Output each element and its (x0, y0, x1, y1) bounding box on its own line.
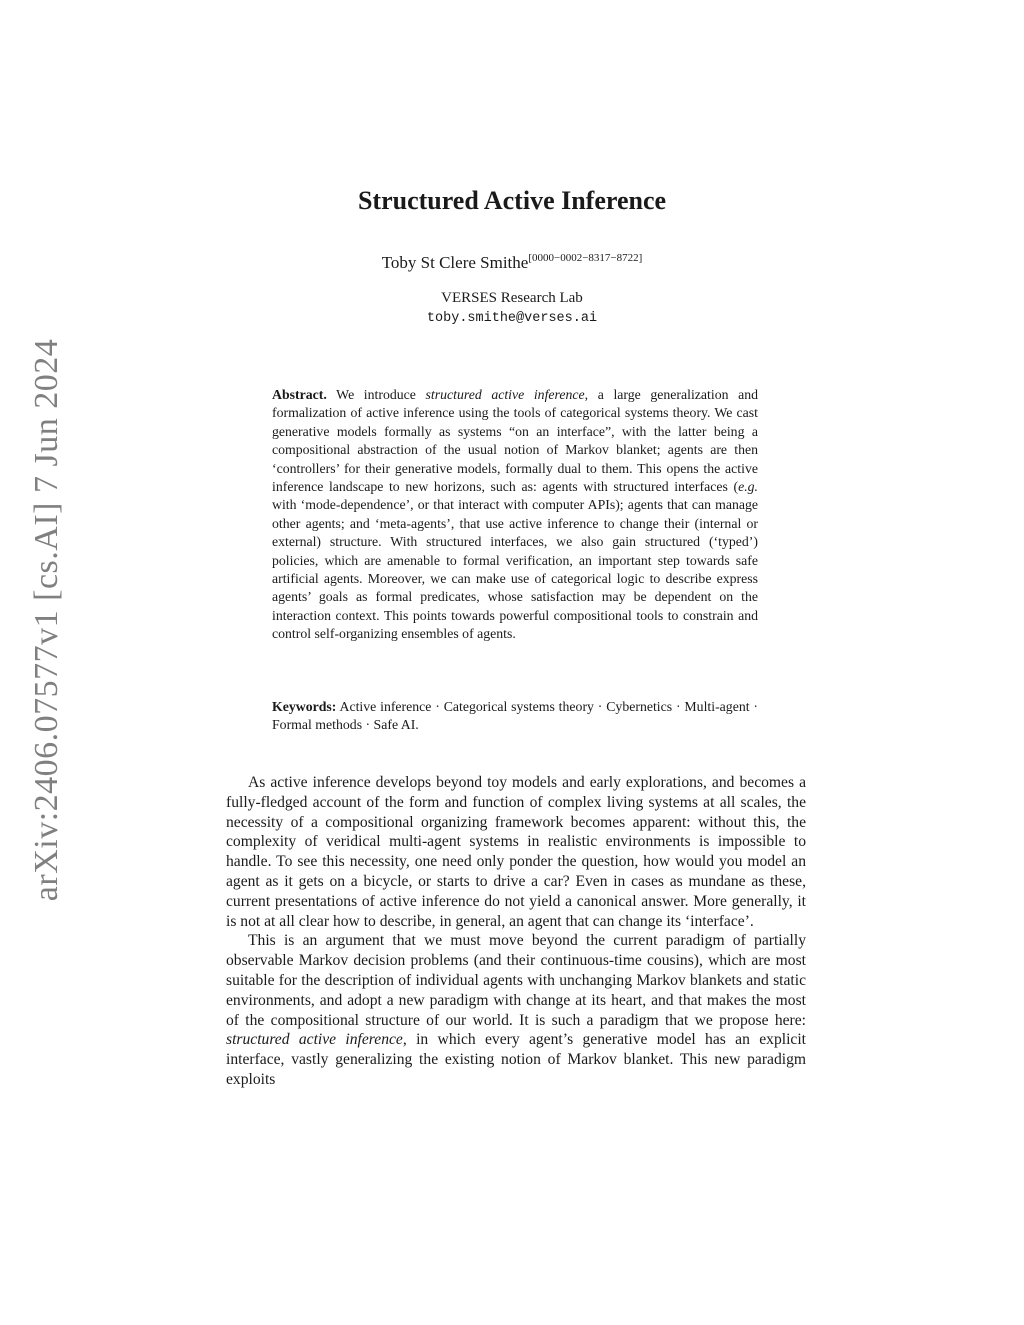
body-paragraph-1: As active inference develops beyond toy models and early explorations, and becomes a fully-fledged account of the form and function of complex living systems at all scales, the necessity of a compositional organizing framework becomes apparent: without this, the complexity of veridical multi-agent systems in realistic environments is impossible to handle. To see this necessity, one need only ponder the question, how would you model an agent as it gets on a bicycle, or starts to drive a car? Even in cases as mundane as these, current presentations of active inference do not yield a canonical answer. More generally, it is not at all clear how to describe, in general, an agent that can change its ‘interface’. (226, 774, 806, 930)
author-orcid: [0000−0002−8317−8722] (528, 252, 643, 264)
arxiv-sidebar (22, 340, 72, 900)
keywords-label: Keywords: (272, 699, 337, 714)
abstract-text-part1: , a large generalization and formalization of active inference using the tools of categorical systems theory. We cast generative models formally as systems “on an interface”, with the latter being a compositional abstraction of the usual notion of Markov blanket; agents are then ‘controllers’ for their generative models, formally dual to them. This opens the active inference landscape to new horizons, such as: agents with structured interfaces ( (272, 387, 759, 495)
author-line (0, 252, 1024, 273)
abstract-intro-emphasis: structured active inference (425, 387, 585, 402)
arxiv-identifier: arXiv:2406.07577v1 [cs.AI] 7 Jun 2024 (28, 338, 65, 902)
body-paragraph-2-emphasis: structured active inference (226, 1031, 403, 1049)
keywords-text: Active inference · Categorical systems theory · Cybernetics · Multi-agent · Formal methods · Safe AI. (272, 699, 758, 733)
body-paragraph-2-part2: , in which every agent’s generative model has an explicit interface, vastly generalizing the existing notion of Markov blanket. This new paradigm exploits (226, 1031, 806, 1088)
affiliation: VERSES Research Lab (441, 290, 583, 306)
author-email: toby.smithe@verses.ai (426, 311, 598, 326)
abstract-intro: We introduce (336, 387, 416, 402)
abstract-text-part2: with ‘mode-dependence’, or that interact with computer APIs); agents that can manage other agents; and ‘meta-agents’, that use active inference to change their (internal or external) structure. With structured interfaces, we also gain structured (‘typed’) policies, which are amenable to formal verification, an important step towards safe artificial agents. Moreover, we can make use of categorical logic to describe express agents’ goals as formal predicates, whose satisfaction may be dependent on the interaction context. This points towards powerful compositional tools to constrain and control self-organizing ensembles of agents. (272, 497, 758, 642)
abstract (272, 386, 758, 644)
author-name: Toby St Clere Smithe (381, 253, 529, 272)
abstract-eg: e.g. (738, 479, 758, 495)
keywords (272, 698, 758, 735)
body-paragraph-2 (226, 931, 806, 1089)
body-text (226, 773, 806, 1090)
abstract-label: Abstract. (272, 387, 327, 402)
paper-title: Structured Active Inference (357, 186, 667, 215)
body-paragraph-2-part1: This is an argument that we must move beyond the current paradigm of partially observable Markov decision problems (and their continuous-time cousins), which are most suitable for the description of individual agents with unchanging Markov blankets and static environments, and adopt a new paradigm with change at its heart, and that makes the most of the compositional structure of our world. It is such a paradigm that we propose here: (226, 932, 806, 1029)
